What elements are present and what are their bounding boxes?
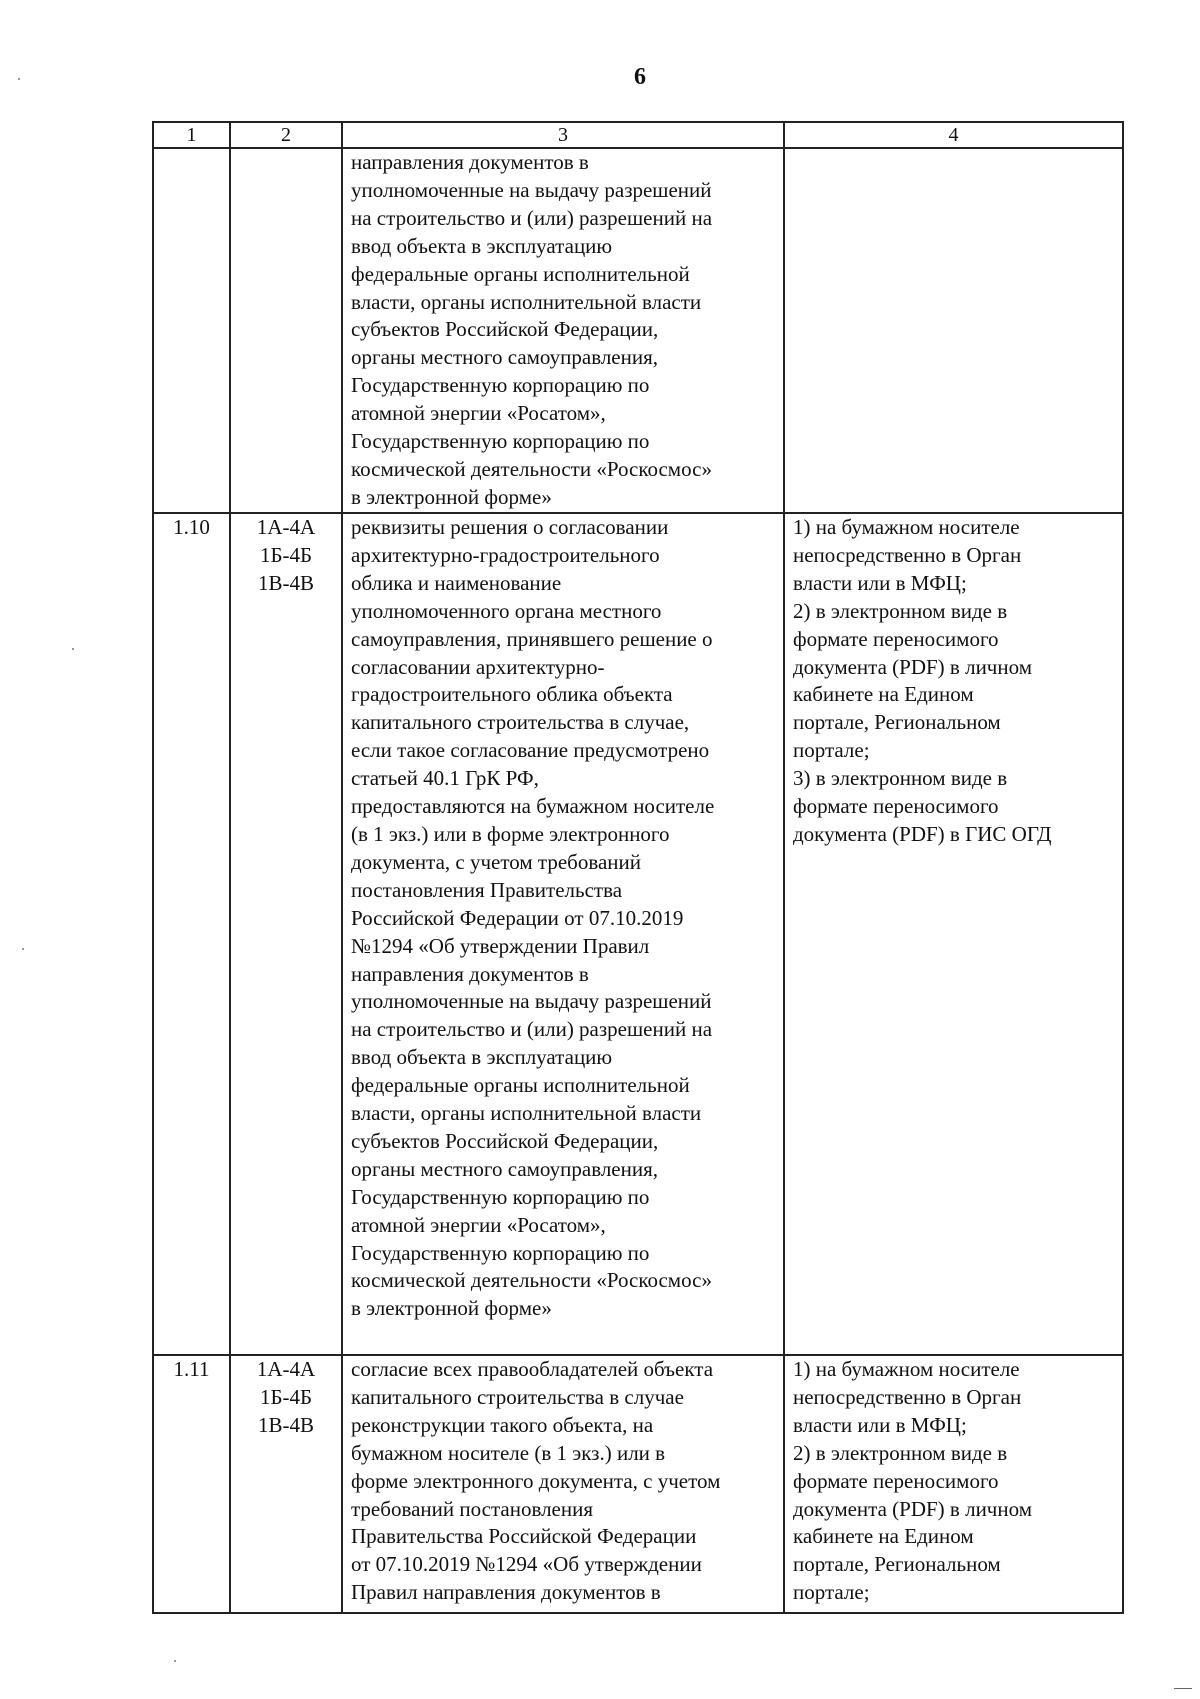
text-line: в электронной форме» <box>351 1296 552 1321</box>
cell-description <box>342 513 784 1355</box>
cell-num: 1.11 <box>153 1355 230 1613</box>
scan-speck <box>72 648 74 650</box>
text-line: капитального строительства в случае, <box>351 710 690 735</box>
text-line: уполномоченные на выдачу разрешений <box>351 989 712 1014</box>
text-line: уполномоченного органа местного <box>351 598 662 623</box>
cell-codes <box>230 1355 342 1613</box>
text-line: Российской Федерации от 07.10.2019 <box>351 905 684 930</box>
text-line: формате переносимого <box>793 626 999 651</box>
scan-speck <box>174 1660 176 1662</box>
cell-delivery-method <box>784 148 1123 513</box>
text-line: на строительство и (или) разрешений на <box>351 1017 713 1042</box>
text-line: космической деятельности «Роскосмос» <box>351 456 712 481</box>
code-line: 1Б-4Б <box>259 542 313 567</box>
text-line: ввод объекта в эксплуатацию <box>351 1045 613 1070</box>
cell-num: 1.10 <box>153 513 230 1355</box>
text-line: органы местного самоуправления, <box>351 345 659 370</box>
text-line: если такое согласование предусмотрено <box>351 738 710 763</box>
text-line: портале; <box>793 738 870 763</box>
header-col-3: 3 <box>342 122 784 148</box>
text-line: портале, Региональном <box>793 710 1001 735</box>
text-line: предоставляются на бумажном носителе <box>351 794 715 819</box>
text-line: документа (PDF) в личном <box>793 654 1032 679</box>
text-line: власти, органы исполнительной власти <box>351 1101 702 1126</box>
text-line: направления документов в <box>351 150 589 174</box>
text-line: федеральные органы исполнительной <box>351 261 690 286</box>
text-line: требований постановления <box>351 1496 594 1521</box>
text-line: от 07.10.2019 №1294 «Об утверждении <box>351 1552 702 1577</box>
text-line: формате переносимого <box>793 794 999 819</box>
header-col-1: 1 <box>153 122 230 148</box>
cell-delivery-method <box>784 1355 1123 1613</box>
text-line: постановления Правительства <box>351 877 623 902</box>
text-line: самоуправления, принявшего решение о <box>351 626 713 651</box>
header-col-2: 2 <box>230 122 342 148</box>
scan-speck <box>22 948 24 950</box>
text-line: федеральные органы исполнительной <box>351 1073 690 1098</box>
text-line: архитектурно-градостроительного <box>351 542 660 567</box>
text-line: субъектов Российской Федерации, <box>351 317 659 342</box>
text-line: субъектов Российской Федерации, <box>351 1128 659 1153</box>
text-line: в электронной форме» <box>351 484 552 509</box>
text-line: Государственную корпорацию по <box>351 1184 650 1209</box>
text-line: документа (PDF) в ГИС ОГД <box>793 821 1052 846</box>
text-line: Правительства Российской Федерации <box>351 1524 697 1549</box>
text-line: атомной энергии «Росатом», <box>351 401 606 426</box>
text-line: реквизиты решения о согласовании <box>351 515 669 539</box>
text-line: кабинете на Едином <box>793 1524 974 1549</box>
cell-description <box>342 148 784 513</box>
header-col-4: 4 <box>784 122 1123 148</box>
text-line: Государственную корпорацию по <box>351 1240 650 1265</box>
text-line: согласие всех правообладателей объекта <box>351 1357 714 1381</box>
text-line: космической деятельности «Роскосмос» <box>351 1268 712 1293</box>
text-line: статьей 40.1 ГрК РФ, <box>351 766 539 791</box>
text-line: непосредственно в Орган <box>793 1384 1022 1409</box>
table-header-row <box>153 122 1123 148</box>
text-line: направления документов в <box>351 961 589 986</box>
text-line: власти или в МФЦ; <box>793 570 967 595</box>
requirements-table <box>152 121 1124 1614</box>
text-line: власти или в МФЦ; <box>793 1412 967 1437</box>
text-line: Государственную корпорацию по <box>351 429 650 454</box>
text-line: документа (PDF) в личном <box>793 1496 1032 1521</box>
text-line: непосредственно в Орган <box>793 542 1022 567</box>
text-line: 1) на бумажном носителе <box>793 515 1020 539</box>
text-line: капитального строительства в случае <box>351 1384 684 1409</box>
cell-description <box>342 1355 784 1613</box>
text-line: форме электронного документа, с учетом <box>351 1468 721 1493</box>
text-line: уполномоченные на выдачу разрешений <box>351 177 712 202</box>
table-row-1-10 <box>153 513 1123 1355</box>
scan-mark <box>1174 1688 1192 1689</box>
text-line: 2) в электронном виде в <box>793 598 1008 623</box>
text-line: 3) в электронном виде в <box>793 766 1008 791</box>
text-line: документа, с учетом требований <box>351 849 642 874</box>
text-line: Правил направления документов в <box>351 1580 661 1605</box>
cell-codes <box>230 513 342 1355</box>
text-line: (в 1 экз.) или в форме электронного <box>351 821 670 846</box>
text-line: реконструкции такого объекта, на <box>351 1412 654 1437</box>
table-row-1-11 <box>153 1355 1123 1613</box>
text-line: Государственную корпорацию по <box>351 373 650 398</box>
text-line: 2) в электронном виде в <box>793 1440 1008 1465</box>
scan-speck <box>18 78 20 80</box>
text-line: согласовании архитектурно- <box>351 654 605 679</box>
cell-num <box>153 148 230 513</box>
text-line: кабинете на Едином <box>793 682 974 707</box>
text-line: 1) на бумажном носителе <box>793 1357 1020 1381</box>
code-line: 1А-4А <box>256 515 316 539</box>
cell-delivery-method <box>784 513 1123 1355</box>
code-line: 1А-4А <box>256 1357 316 1381</box>
code-line: 1Б-4Б <box>259 1384 313 1409</box>
text-line: формате переносимого <box>793 1468 999 1493</box>
text-line: портале, Региональном <box>793 1552 1001 1577</box>
text-line: ввод объекта в эксплуатацию <box>351 233 613 258</box>
text-line: градостроительного облика объекта <box>351 682 673 707</box>
table-row-continuation <box>153 148 1123 513</box>
text-line: бумажном носителе (в 1 экз.) или в <box>351 1440 666 1465</box>
text-line: на строительство и (или) разрешений на <box>351 205 713 230</box>
cell-codes <box>230 148 342 513</box>
text-line: органы местного самоуправления, <box>351 1156 659 1181</box>
text-line: №1294 «Об утверждении Правил <box>351 933 650 958</box>
code-line: 1В-4В <box>257 570 314 595</box>
text-line: облика и наименование <box>351 570 562 595</box>
code-line: 1В-4В <box>257 1412 314 1437</box>
page-number: 6 <box>634 64 646 90</box>
text-line: атомной энергии «Росатом», <box>351 1212 606 1237</box>
text-line: власти, органы исполнительной власти <box>351 289 702 314</box>
text-line: портале; <box>793 1580 870 1605</box>
